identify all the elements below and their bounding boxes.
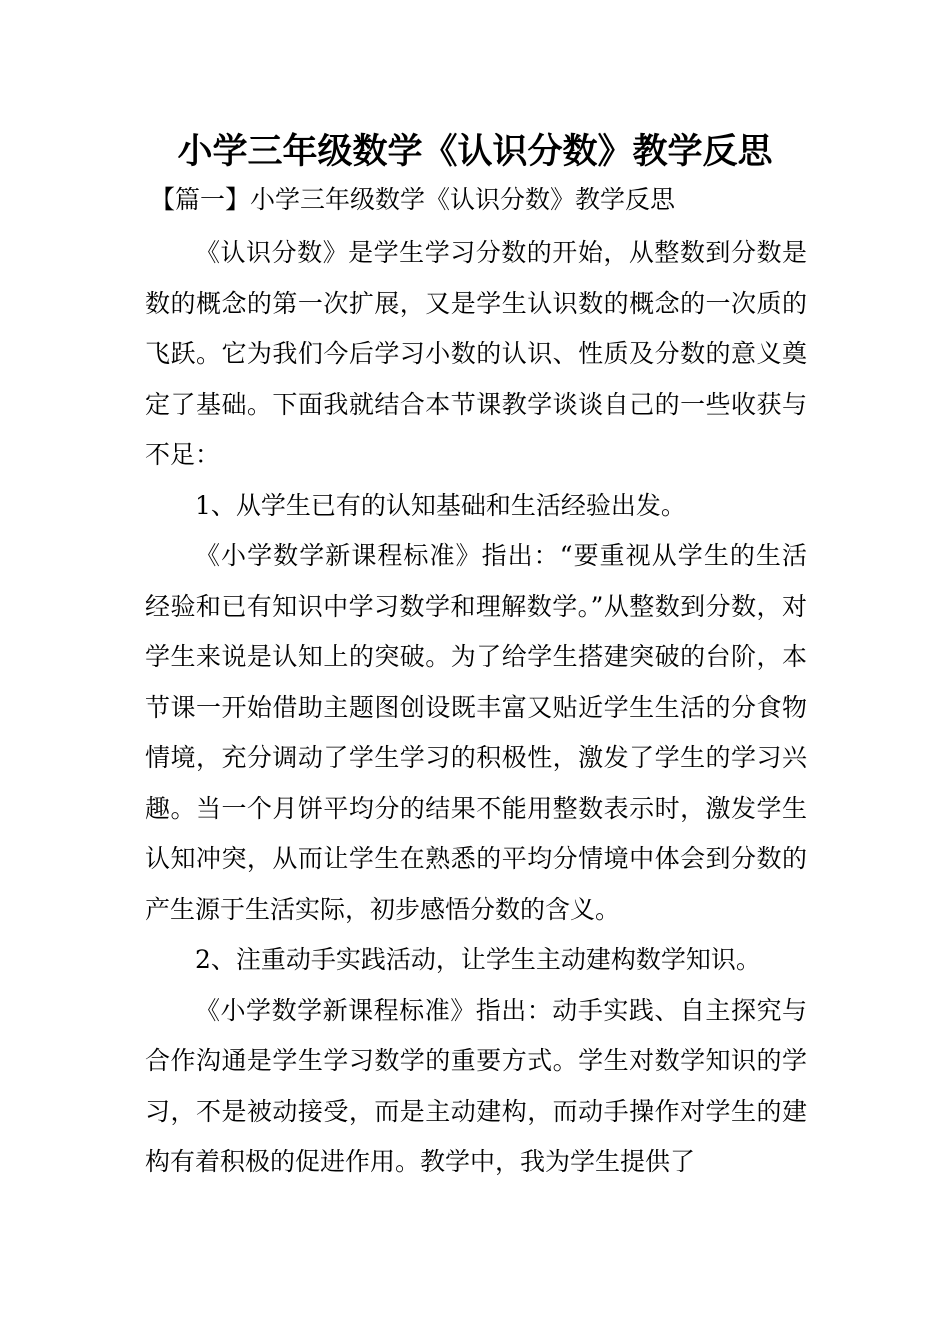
paragraph-point-2-heading: 2、注重动手实践活动，让学生主动建构数学知识。 [195,945,761,974]
document-title: 小学三年级数学《认识分数》教学反思 [177,132,773,172]
paragraph-intro: 《认识分数》是学生学习分数的开始，从整数到分数是数的概念的第一次扩展，又是学生认识数的概念的一次质的飞跃。它为我们今后学习小数的认识、性质及分数的意义奠定了基础。下面我就结合本节课教学谈谈自己的一些收获与不足： [145,238,807,469]
paragraph-point-2-body: 《小学数学新课程标准》指出：动手实践、自主探究与合作沟通是学生学习数学的重要方式。学生对数学知识的学习，不是被动接受，而是主动建构，而动手操作对学生的建构有着积极的促进作用。教学中，我为学生提供了 [145,995,807,1176]
document-body [145,228,807,1188]
paragraph-point-1-body: 《小学数学新课程标准》指出：“要重视从学生的生活经验和已有知识中学习数学和理解数学。”从整数到分数，对学生来说是认知上的突破。为了给学生搭建突破的台阶，本节课一开始借助主题图创设既丰富又贴近学生生活的分食物情境，充分调动了学生学习的积极性，激发了学生的学习兴趣。当一个月饼平均分的结果不能用整数表示时，激发学生认知冲突，从而让学生在熟悉的平均分情境中体会到分数的产生源于生活实际，初步感悟分数的含义。 [145,541,807,924]
paragraph-point-1-heading: 1、从学生已有的认知基础和生活经验出发。 [195,490,686,520]
section-heading: 【篇一】小学三年级数学《认识分数》教学反思 [150,185,676,214]
